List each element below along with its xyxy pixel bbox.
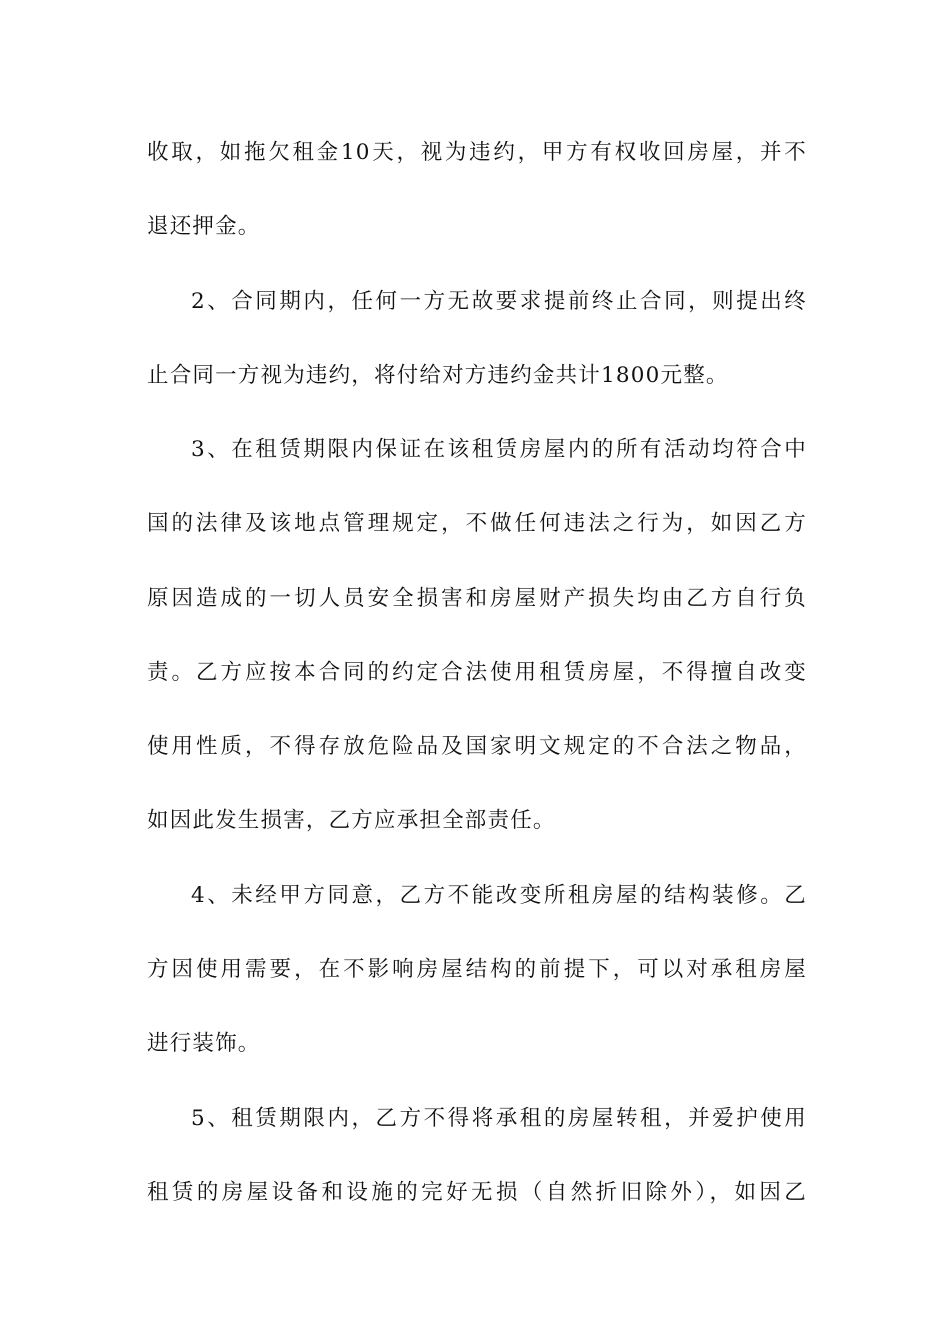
text-line: 5、租赁期限内，乙方不得将承租的房屋转租，并爱护使用 <box>191 1106 807 1131</box>
text-line: 收取，如拖欠租金10天，视为违约，甲方有权收回房屋，并不 <box>147 140 807 165</box>
text-line: 使用性质，不得存放危险品及国家明文规定的不合法之物品， <box>147 734 807 759</box>
text-line: 如因此发生损害，乙方应承担全部责任。 <box>147 808 556 833</box>
text-line: 进行装饰。 <box>147 1031 261 1056</box>
text-line: 国的法律及该地点管理规定，不做任何违法之行为，如因乙方 <box>147 511 807 536</box>
text-line: 原因造成的一切人员安全损害和房屋财产损失均由乙方自行负 <box>147 586 807 611</box>
text-line: 2、合同期内，任何一方无故要求提前终止合同，则提出终 <box>191 289 807 314</box>
text-line: 退还押金。 <box>147 214 261 239</box>
text-line: 4、未经甲方同意，乙方不能改变所租房屋的结构装修。乙 <box>191 883 807 908</box>
text-line: 止合同一方视为违约，将付给对方违约金共计1800元整。 <box>147 363 729 388</box>
text-line: 3、在租赁期限内保证在该租赁房屋内的所有活动均符合中 <box>191 437 807 462</box>
text-line: 责。乙方应按本合同的约定合法使用租赁房屋，不得擅自改变 <box>147 660 807 685</box>
text-line: 租赁的房屋设备和设施的完好无损（自然折旧除外），如因乙 <box>147 1180 807 1205</box>
text-line: 方因使用需要，在不影响房屋结构的前提下，可以对承租房屋 <box>147 957 807 982</box>
